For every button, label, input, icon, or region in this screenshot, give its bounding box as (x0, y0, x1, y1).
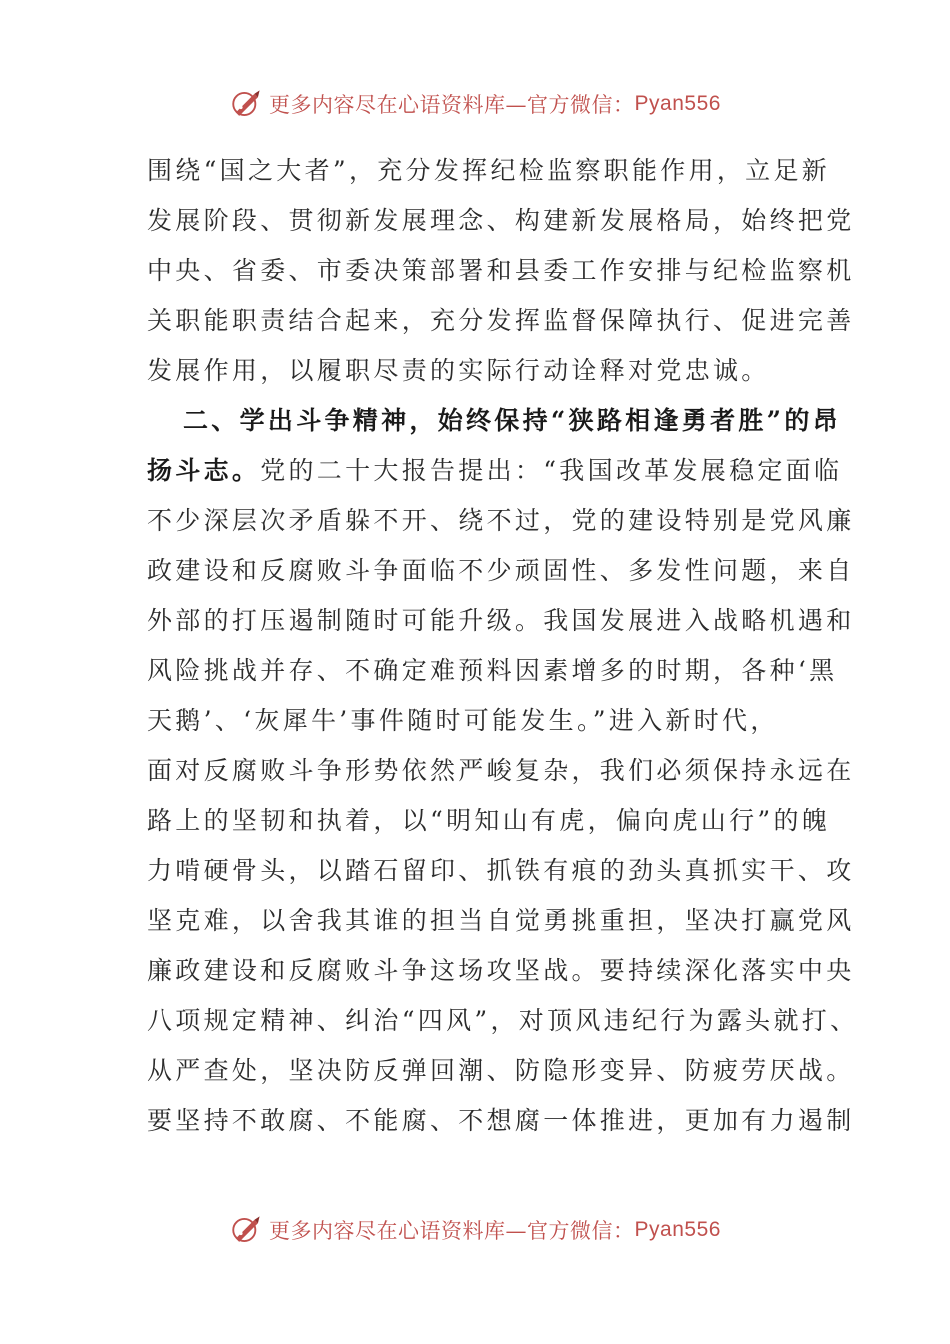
body-line: 坚克难，以舍我其谁的担当自觉勇挑重担，坚决打赢党风 (147, 906, 855, 935)
body-line: 风险挑战并存、不确定难预料因素增多的时期，各种‘黑 (147, 656, 838, 685)
body-line: 党的二十大报告提出：“我国改革发展稳定面临 (260, 456, 843, 485)
body-line: 廉政建设和反腐败斗争这场攻坚战。要持续深化落实中央 (147, 956, 855, 985)
body-line: 政建设和反腐败斗争面临不少顽固性、多发性问题，来自 (147, 556, 855, 585)
body-line: 外部的打压遏制随时可能升级。我国发展进入战略机遇和 (147, 606, 855, 635)
section-heading: 二、学出斗争精神，始终保持“狭路相逢勇者胜”的昂 (183, 406, 841, 435)
body-line: 发展阶段、贯彻新发展理念、构建新发展格局，始终把党 (147, 206, 855, 235)
document-body (147, 146, 859, 1146)
body-line: 要坚持不敢腐、不能腐、不想腐一体推进，更加有力遏制 (147, 1106, 855, 1135)
section-heading-end: 扬斗志。 (147, 456, 261, 485)
pen-logo-icon (229, 87, 263, 121)
body-line: 中央、省委、市委决策部署和县委工作安排与纪检监察机 (147, 256, 855, 285)
body-line: 八项规定精神、纠治“四风”，对顶风违纪行为露头就打、 (147, 1006, 859, 1035)
body-line: 从严查处，坚决防反弹回潮、防隐形变异、防疲劳厌战。 (147, 1056, 855, 1085)
body-line-mixed (147, 446, 843, 496)
header-wechat-id: Pyan556 (634, 92, 721, 115)
footer-banner-text: 更多内容尽在心语资料库—官方微信： (269, 1219, 635, 1243)
body-line: 力啃硬骨头，以踏石留印、抓铁有痕的劲头真抓实干、攻 (147, 856, 855, 885)
body-line: 发展作用，以履职尽责的实际行动诠释对党忠诚。 (147, 356, 770, 385)
body-line: 天鹅’、‘灰犀牛’事件随时可能发生。”进入新时代， (147, 706, 779, 735)
header-banner (0, 84, 950, 124)
footer-banner (0, 1210, 950, 1250)
body-line: 不少深层次矛盾躲不开、绕不过，党的建设特别是党风廉 (147, 506, 855, 535)
body-line: 面对反腐败斗争形势依然严峻复杂，我们必须保持永远在 (147, 756, 855, 785)
body-line: 围绕“国之大者”，充分发挥纪检监察职能作用，立足新 (147, 156, 831, 185)
footer-wechat-id: Pyan556 (634, 1218, 721, 1241)
pen-logo-icon (229, 1213, 263, 1247)
body-line: 关职能职责结合起来，充分发挥监督保障执行、促进完善 (147, 306, 855, 335)
header-banner-text: 更多内容尽在心语资料库—官方微信： (269, 93, 635, 117)
body-line: 路上的坚韧和执着，以“明知山有虎，偏向虎山行”的魄 (147, 806, 831, 835)
